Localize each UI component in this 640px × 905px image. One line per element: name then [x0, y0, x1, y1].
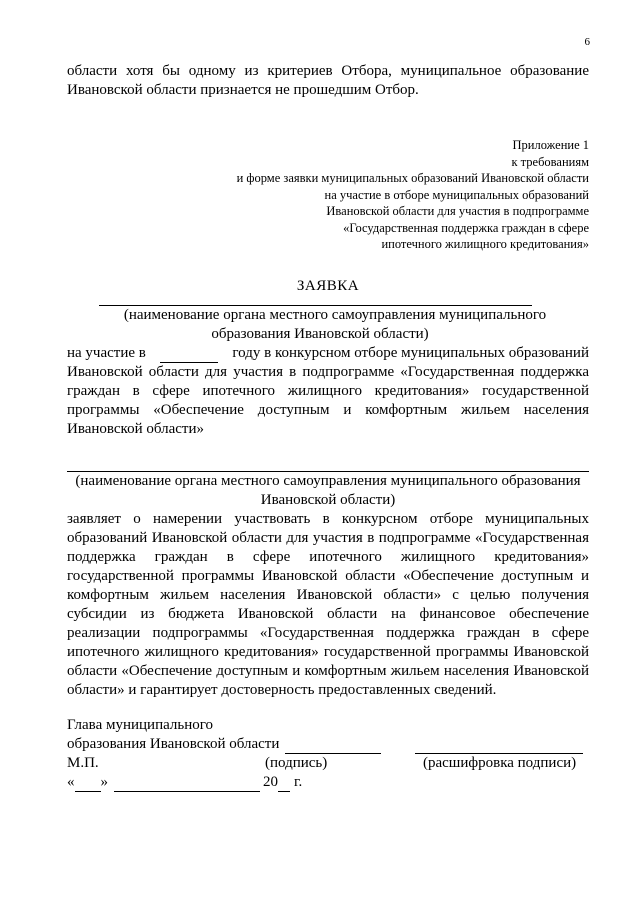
annex-line: к требованиям: [511, 154, 589, 169]
annex-line: ипотечного жилищного кредитования»: [381, 237, 589, 251]
head-title-line2: образования Ивановской области: [67, 735, 280, 752]
organ-caption-2-line1: (наименование органа местного самоуправления муниципального образования: [75, 472, 581, 489]
annex-line: Ивановской области для участия в подпрограмме: [326, 204, 589, 218]
day-blank: [75, 791, 101, 792]
organ-caption-2: [67, 472, 589, 510]
annex-line: Приложение 1: [512, 138, 589, 152]
year-suffix: г.: [294, 773, 303, 790]
annex-line: и форме заявки муниципальных образований Ивановской области: [236, 171, 589, 185]
year-blank-2: [278, 791, 290, 792]
organ-caption-1-line1: (наименование органа местного самоуправления муниципального: [123, 306, 547, 323]
sign-caption: (подпись): [265, 754, 328, 771]
page-number: 6: [584, 36, 590, 48]
declaration-paragraph: заявляет о намерении участвовать в конкурсном отборе муниципальных образований Ивановской области для участия в подпрограмме «Государственная поддержка граждан в сфере ипотечного жилищного кредитования» государственной программы Ивановской области «Обеспечение доступным и комфортным жильем населения Ивановской области» с целью получения субсидии из бюджета Ивановской области на финансовое обеспечение реализации подпрограммы «Государственная поддержка граждан в сфере ипотечного жилищного кредитования» государственной программы Ивановской области «Обеспечение доступным и комфортным жильем населения Ивановской области» и гарантирует достоверность предоставленных сведений.: [67, 510, 589, 698]
decode-caption: (расшифровка подписи): [423, 754, 577, 771]
date-close-quote: »: [100, 773, 108, 790]
intro-paragraph: области хотя бы одному из критериев Отбора, муниципальное образование Ивановской области признается не прошедшим Отбор.: [67, 63, 589, 98]
year-prefix: 20: [263, 773, 278, 790]
mp-label: М.П.: [67, 754, 99, 771]
signature-block: [67, 716, 589, 792]
participation-suffix: году в конкурсном отборе муниципальных образований: [232, 344, 589, 361]
year-blank: [160, 344, 218, 363]
date-open-quote: «: [67, 773, 75, 790]
participation-prefix: на участие в: [67, 344, 146, 361]
participation-first-line: [67, 344, 589, 363]
head-title-line1: Глава муниципального: [67, 716, 214, 733]
date-row: [67, 773, 589, 792]
annex-line: на участие в отборе муниципальных образований: [324, 187, 589, 202]
captions-row: [67, 754, 589, 773]
participation-paragraph: [67, 344, 589, 439]
organ-caption-2-line2: Ивановской области): [260, 491, 396, 508]
organ-caption-1: [67, 306, 589, 344]
month-blank: [114, 791, 260, 792]
annex-block: [67, 137, 589, 253]
signature-row: [67, 735, 589, 754]
document-body: [67, 62, 589, 792]
annex-line: «Государственная поддержка граждан в сфере: [343, 220, 589, 235]
participation-rest: Ивановской области для участия в подпрограмме «Государственная поддержка граждан в сфере ипотечного жилищного кредитования» государственной программы «Обеспечение доступным и комфортным жильем населения Ивановской области»: [67, 363, 589, 437]
document-title: ЗАЯВКА: [296, 277, 360, 294]
organ-caption-1-line2: образования Ивановской области): [211, 325, 429, 342]
